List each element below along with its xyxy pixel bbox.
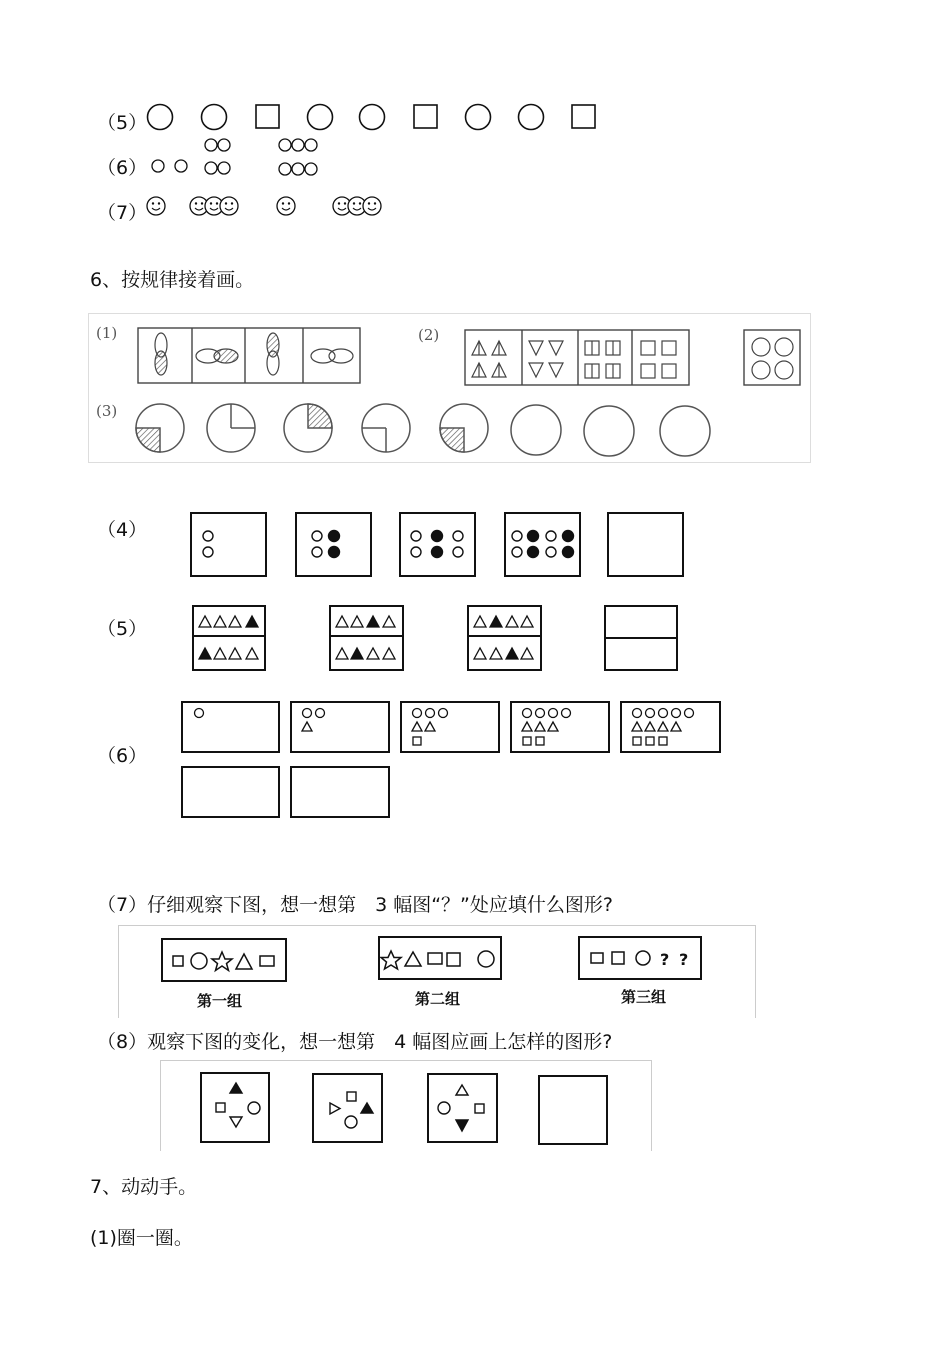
q7-question-mark: ? [679, 950, 689, 969]
q7-group-2-caption: 第二组 [415, 990, 461, 1008]
item4-figure [178, 502, 698, 584]
smiley-icon [277, 197, 295, 215]
square-icon [572, 105, 595, 128]
q7-text: （7）仔细观察下图，想一想第 3 幅图“？”处应填什么图形? [97, 894, 613, 916]
row7-smileys [144, 192, 404, 222]
row7-label: （7） [97, 202, 148, 224]
fig-a-label-2: (2) [418, 326, 440, 344]
circle-icon [360, 105, 385, 130]
smiley-icon [363, 197, 381, 215]
row6-shapes [148, 134, 348, 179]
square-icon [414, 105, 437, 128]
item6-figure [172, 688, 734, 828]
q7-group-3-caption: 第三组 [621, 988, 667, 1006]
smiley-icon [220, 197, 238, 215]
circle-icon [308, 105, 333, 130]
circle-icon [466, 105, 491, 130]
row6-label: （6） [97, 157, 148, 179]
section7-sub: (1)圈一圈。 [90, 1227, 193, 1249]
square-icon [256, 105, 279, 128]
item5-figure [183, 596, 688, 678]
row5-label: （5） [97, 112, 148, 134]
q7-question-mark: ? [660, 950, 670, 969]
section7-title: 7、动动手。 [90, 1176, 198, 1198]
item6-label: （6） [97, 745, 148, 767]
item4-label: （4） [97, 519, 148, 541]
q8-figure [160, 1060, 652, 1151]
circle-icon [148, 105, 173, 130]
circle-icon [519, 105, 544, 130]
figure-a [88, 313, 812, 463]
q7-group-1-caption: 第一组 [197, 992, 243, 1010]
smiley-icon [147, 197, 165, 215]
fig-a-label-1: (1) [96, 324, 118, 342]
fig-a-label-3: (3) [96, 402, 118, 420]
item5-label: （5） [97, 618, 148, 640]
q8-text: （8）观察下图的变化，想一想第 4 幅图应画上怎样的图形? [97, 1031, 613, 1053]
circle-icon [202, 105, 227, 130]
row5-shapes [140, 100, 620, 136]
section6-title: 6、按规律接着画。 [90, 269, 255, 291]
q7-figure [118, 925, 756, 1018]
